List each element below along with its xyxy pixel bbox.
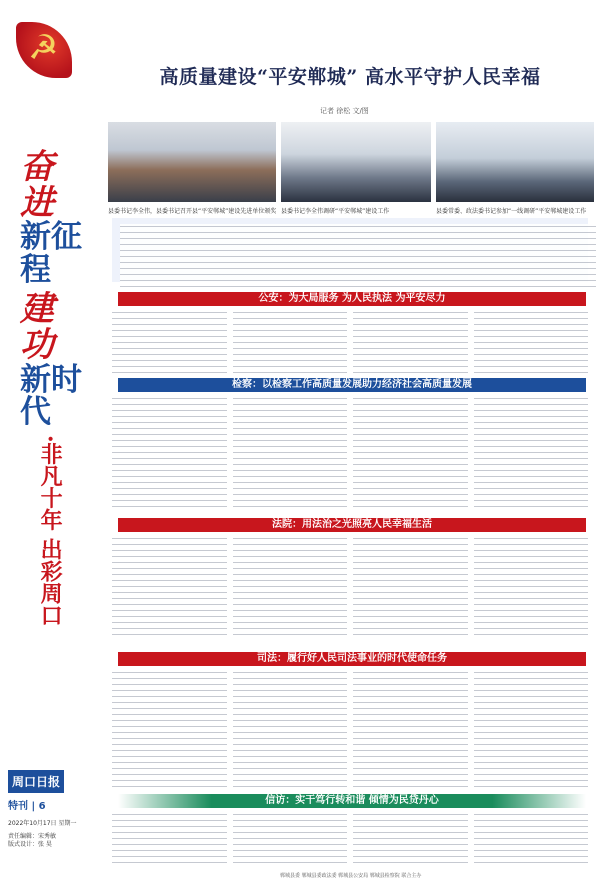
section-court-header: 法院：用法治之光照亮人民幸福生活 [118,518,586,532]
photo-row [108,122,594,214]
slogan-line-3: 建功 [20,289,54,366]
section-procuratorate-body [112,396,588,508]
designer-credit: 版式设计：张 昊 [8,841,52,849]
photo-1 [108,122,276,202]
masthead-footer [8,770,88,850]
section-justice-body [112,670,588,790]
party-emblem-icon: ☭ [16,22,72,78]
slogan-line-1: 奋进 [20,147,54,223]
section-justice-header: 司法：履行好人民司法事业的时代使命任务 [118,652,586,666]
slogan-line-4: 新时代 [20,361,82,431]
section-police-header: 公安：为大局服务 为人民执法 为平安尽力 [118,292,586,306]
section-police-body [112,310,588,374]
sidebar [0,0,92,883]
editor-credit: 责任编辑：宋秀敏 [8,833,57,840]
section-petition-body [112,812,588,868]
colophon: 郸城县委 郸城县委政法委 郸城县公安局 郸城县检察院 联合主办 [280,873,422,879]
issue-number: 特刊 | 6 [8,801,46,812]
editor-credits [8,833,88,850]
issue-date: 2022年10月17日 星期一 [8,820,77,827]
article [100,0,594,883]
intro-box [112,218,588,282]
photo-3-caption: 县委常委、政法委书记参加“一线调研”平安郸城建设工作 [436,208,587,215]
slogan-line-5: ·非凡十年 出彩周口 [37,434,64,627]
photo-2 [281,122,431,202]
byline: 记者 徐松 文/图 [320,107,369,115]
section-court-body [112,536,588,640]
section-procuratorate-header: 检察：以检察工作高质量发展助力经济社会高质量发展 [118,378,586,392]
slogan [20,147,84,627]
section-petition-header: 信访：实干笃行转和谐 倾情为民贷丹心 [118,794,586,808]
slogan-line-2: 新征程 [20,219,82,288]
photo-2-caption: 县委书记李全伟调研“平安郸城”建设工作 [281,208,390,215]
intro-text [120,224,596,288]
headline: 高质量建设“平安郸城” 高水平守护人民幸福 [159,66,541,88]
photo-3 [436,122,594,202]
photo-1-caption: 县委书记李全伟，县委书记召开县“平安郸城”建设先进单位颁奖 [108,208,277,215]
newspaper-brand: 周口日报 [8,770,64,793]
